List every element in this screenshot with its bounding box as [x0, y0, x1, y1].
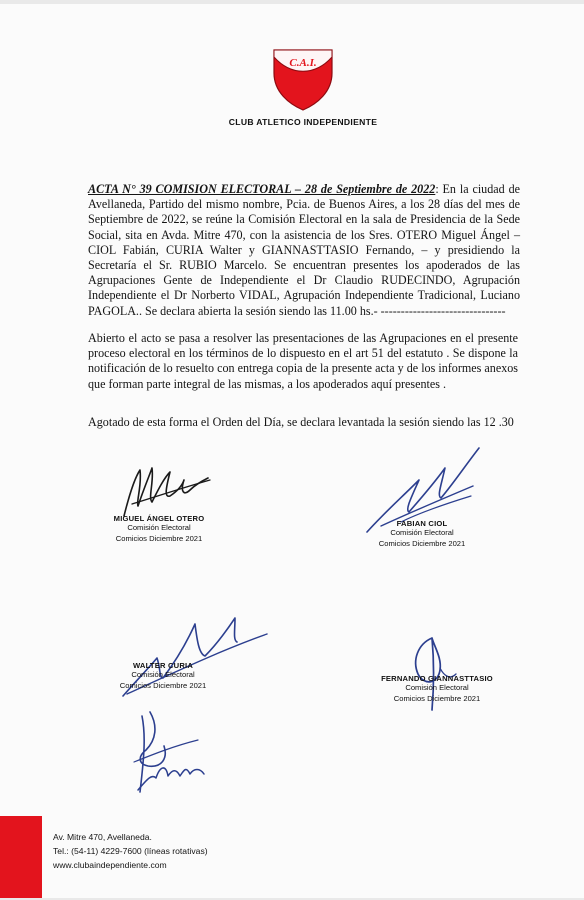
- club-crest-logo: [271, 46, 335, 112]
- footer-phone: Tel.: (54-11) 4229-7600 (líneas rotativas): [53, 846, 208, 857]
- signature-block-curia: [108, 661, 218, 691]
- document-page: [0, 4, 584, 898]
- acta-opening-paragraph: [88, 182, 520, 319]
- signer-role: Comisión Electoral: [131, 670, 195, 679]
- signer-name: MIGUEL ÁNGEL OTERO: [113, 514, 205, 523]
- signature-block-ciol: [372, 519, 472, 549]
- footer-website[interactable]: www.clubaindependiente.com: [53, 860, 167, 871]
- signer-name: WALTER CURIA: [132, 661, 194, 670]
- signer-role: Comisión Electoral: [390, 528, 454, 537]
- signer-period: Comicios Diciembre 2021: [115, 533, 203, 543]
- footer-red-band: [0, 816, 42, 898]
- footer-address: Av. Mitre 470, Avellaneda.: [53, 832, 152, 842]
- acta-resolution-paragraph: Abierto el acto se pasa a resolver las presentaciones de las Agrupaciones en el presente proceso electoral en los términos de lo dispuesto en el art 51 del estatuto . Se dispone la notificación de lo resuelto con entrega copia de la presente acta y de los informes anexos que forman parte integral de las mismas, a los apoderados aquí presentes .: [88, 331, 518, 391]
- signer-period: Comicios Diciembre 2021: [378, 538, 466, 548]
- crest-initials: C.A.I.: [289, 57, 317, 69]
- signer-period: Comicios Diciembre 2021: [119, 680, 207, 690]
- signature-rubio-icon: [128, 706, 216, 798]
- signer-role: Comisión Electoral: [405, 683, 469, 692]
- signer-name: FERNANDO GIANNASTTASIO: [381, 674, 493, 683]
- signer-period: Comicios Diciembre 2021: [393, 693, 481, 703]
- club-name-heading: CLUB ATLETICO INDEPENDIENTE: [228, 117, 378, 127]
- signer-name: FABIAN CIOL: [396, 519, 448, 528]
- signature-block-giannasttasio: [378, 674, 496, 704]
- signer-role: Comisión Electoral: [127, 523, 191, 532]
- footer-contact: [53, 830, 208, 873]
- acta-body-1: : En la ciudad de Avellaneda, Partido del mismo nombre, Pcia. de Buenos Aires, a los 28 días del mes de Septiembre de 2022, se reúne la Comisión Electoral en la sala de Presidencia de la Sede Social, sita en Avda. Mitre 470, con la asistencia de los Sres. OTERO Miguel Ángel – CIOL Fabián, CURIA Walter y GIANNASTTASIO Fernando, – y presidiendo la Secretaría el Sr. RUBIO Marcelo. Se encuentran presentes los apoderados de las Agrupaciones Gente de Independiente el Dr Claudio RUDECINDO, Agrupación Independiente el Dr Norberto VIDAL, Agrupación Independiente Tradicional, Luciano PAGOLA.. Se declara abierta la sesión siendo las 11.00 hs.- -------------------------------: [88, 182, 520, 318]
- signature-block-otero: [96, 514, 222, 544]
- acta-closing-paragraph: Agotado de esta forma el Orden del Día, se declara levantada la sesión siendo las 12 .30: [88, 415, 514, 429]
- acta-title: ACTA N° 39 COMISION ELECTORAL – 28 de Septiembre de 2022: [88, 182, 436, 196]
